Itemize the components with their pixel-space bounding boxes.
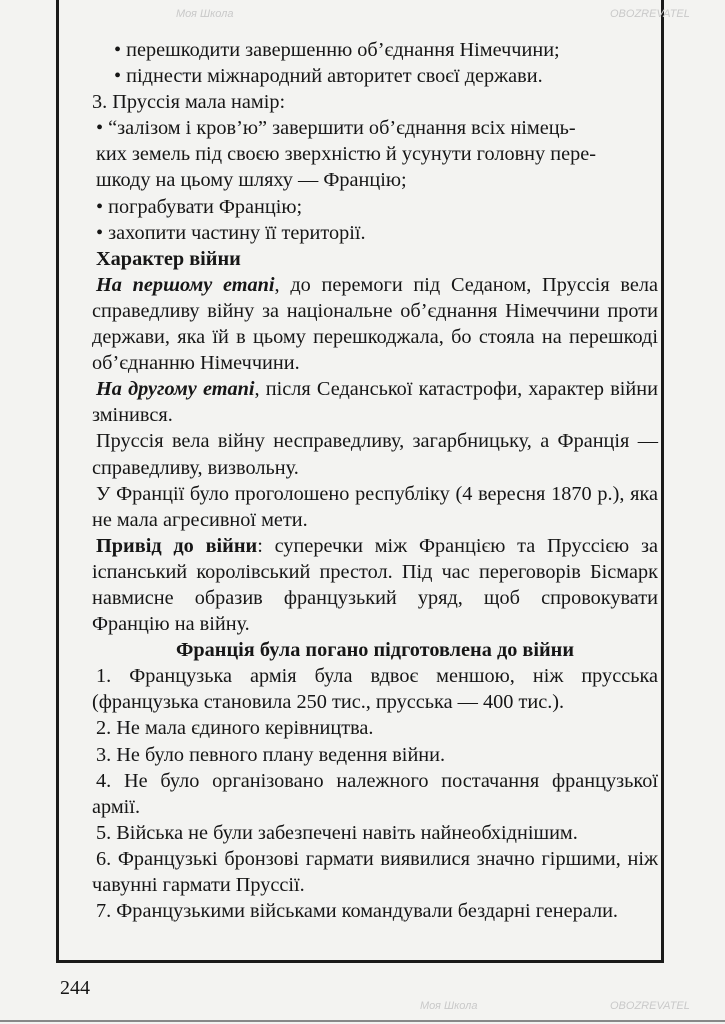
paragraph-lead: На першому етапі [96,273,275,296]
list-item: 3. Не було певного плану ведення війни. [96,743,446,766]
text-line: шкоду на цьому шляху — Францію; [96,169,407,192]
paragraph-lead: На другому етапі [96,378,255,401]
text-line: • “залізом і кров’ю” завершити об’єднання всіх німець- [96,117,576,140]
list-item: 4. Не було організовано належного постачання французької армії. [92,769,658,818]
paragraph-republic: У Франції було проголошено республіку (4 вересня 1870 р.), яка не мала агресивної мети. [92,482,658,531]
list-item: 1. Французька армія була вдвоє меншою, ніж прусська (французька становила 250 тис., прусська — 400 тис.). [92,665,658,714]
section-heading-france: Франція була погано підготовлена до війни [175,639,575,662]
text-line: • пограбувати Францію; [96,195,303,218]
paragraph-text: , після Седанської катастрофи, характер війни змінився. [92,378,658,427]
paragraph-lead: Привід до війни [96,534,258,557]
watermark-text: Моя Школа [420,1000,478,1012]
list-item: 6. Французькі бронзові гармати виявилися значно гіршими, ніж чавунні гармати Пруссії. [92,847,658,896]
paragraph-text: , до перемоги під Седаном, Пруссія вела справедливу війну за національне об’єднання Німеччини проти держави, яка їй в цьому перешкоджала, бо стояла на перешкоді об’єднанню Німеччини. [92,273,658,375]
paragraph-prussia-war: Пруссія вела війну несправедливу, загарбницьку, а Франція — справедливу, визвольну. [92,430,658,479]
text-line: • піднести міжнародний авторитет своєї держави. [114,65,543,88]
bottom-rule [0,1020,725,1022]
section-heading-character: Характер війни [96,247,241,270]
watermark-text: Моя Школа [176,8,234,20]
paragraph-text: : суперечки між Францією та Пруссією за іспанський королівський престол. Під час переговорів Бісмарк навмисне образив французький уряд, щоб спровокувати Францію на війну. [92,534,658,636]
paragraph-pretext [92,533,658,637]
text-line: • захопити частину її території. [96,221,366,244]
page-number: 244 [60,977,90,999]
list-item: 5. Війська не були забезпечені навіть найнеобхіднішим. [96,821,578,844]
watermark-text: OBOZREVATEL [610,8,690,20]
text-line: 3. Пруссія мала намір: [92,91,286,114]
paragraph-second-stage [92,376,658,428]
paragraph-first-stage [92,272,658,376]
watermark-text: OBOZREVATEL [610,1000,690,1012]
list-item: 2. Не мала єдиного керівництва. [96,717,374,740]
text-line: ких земель під своєю зверхністю й усунути головну пере- [96,143,596,166]
text-line: • перешкодити завершенню об’єднання Німеччини; [114,39,560,61]
page-content [92,37,658,924]
list-item: 7. Французькими військами командували бездарні генерали. [96,900,619,923]
